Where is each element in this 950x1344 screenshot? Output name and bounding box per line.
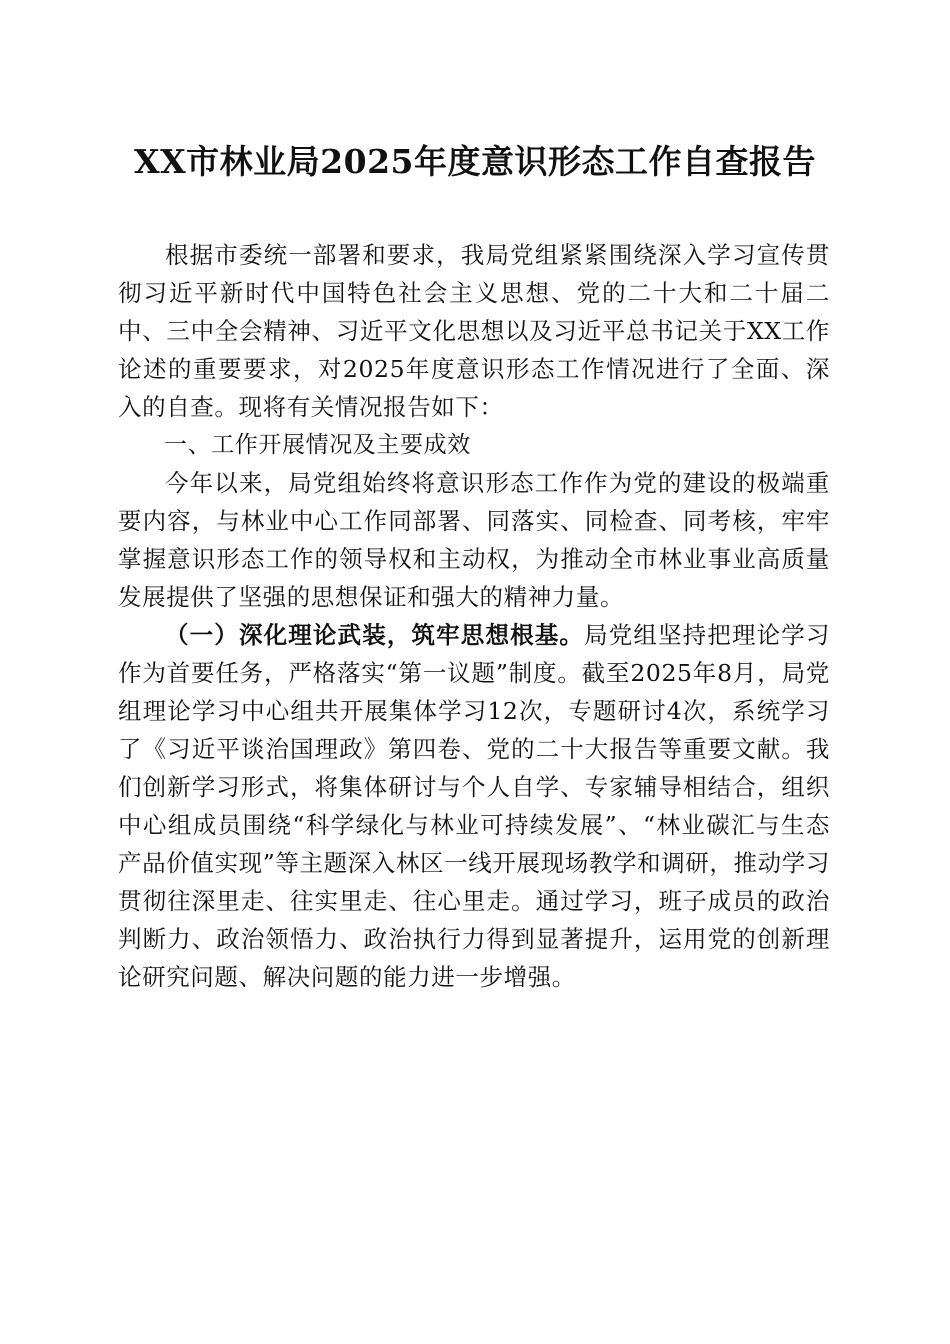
intro-paragraph: 根据市委统一部署和要求，我局党组紧紧围绕深入学习宣传贯彻习近平新时代中国特色社会主义思想、党的二十大和二十届二中、三中全会精神、习近平文化思想以及习近平总书记关于XX工作论述的重要要求，对2025年度意识形态工作情况进行了全面、深入的自查。现将有关情况报告如下： xyxy=(118,241,830,421)
subsection-heading: （一）深化理论武装，筑牢思想根基。 xyxy=(165,621,585,649)
section-heading: 一、工作开展情况及主要成效 xyxy=(164,432,471,458)
subsection-text: 局党组坚持把理论学习作为首要任务，严格落实“第一议题”制度。截至2025年8月，局党组理论学习中心组共开展集体学习12次，专题研讨4次，系统学习了《习近平谈治国理政》第四卷、党的二十大报告等重要文献。我们创新学习形式，将集体研讨与个人自学、专家辅导相结合，组织中心组成员围绕“科学绿化与林业可持续发展”、“林业碳汇与生态产品价值实现”等主题深入林区一线开展现场教学和调研，推动学习贯彻往深里走、往实里走、往心里走。通过学习，班子成员的政治判断力、政治领悟力、政治执行力得到显著提升，运用党的创新理论研究问题、解决问题的能力进一步增强。 xyxy=(118,621,831,991)
section-paragraph: 今年以来，局党组始终将意识形态工作作为党的建设的极端重要内容，与林业中心工作同部署、同落实、同检查、同考核，牢牢掌握意识形态工作的领导权和主动权，为推动全市林业事业高质量发展提供了坚强的思想保证和强大的精神力量。 xyxy=(118,469,830,611)
document-body xyxy=(118,236,830,996)
subsection-paragraph xyxy=(118,616,830,996)
document-title: XX市林业局2025年度意识形态工作自查报告 xyxy=(133,142,817,181)
